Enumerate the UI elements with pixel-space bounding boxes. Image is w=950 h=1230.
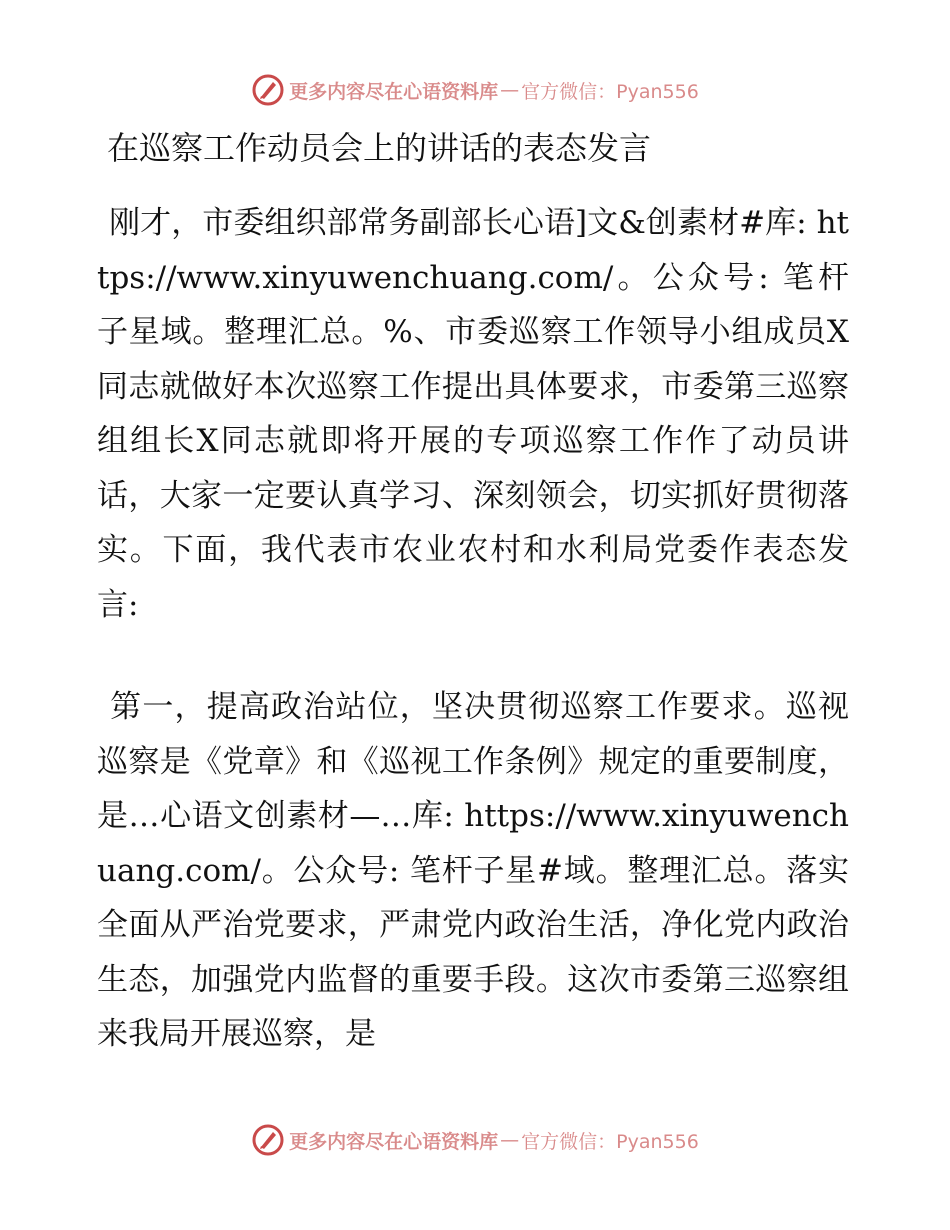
- footer-site-text: 更多内容尽在心语资料库: [289, 1130, 499, 1153]
- paragraph-2-text: 第一，提高政治站位，坚决贯彻巡察工作要求。巡视巡察是《党章》和《巡视工作条例》规定的重要制度，是…心语文创素材—…库: https://www.xinyuwenchuang.com/。公众号: 笔杆子星#域。整理汇总。落实全面从严治党要求，严肃党内政治生活，净化党内政治生态，加强党内监督的重要手段。这次市委第三巡察组来我局开展巡察，是: [97, 689, 849, 1052]
- paragraph-1: [97, 196, 849, 632]
- paragraph-1-text: 刚才，市委组织部常务副部长心语]文&创素材#库: https://www.xinyuwenchuang.com/。公众号: 笔杆子星域。整理汇总。%、市委巡察工作领导小组成员X同志就做好本次巡察工作提出具体要求，市委第三巡察组组长X同志就即将开展的专项巡察工作作了动员讲话，大家一定要认真学习、深刻领会，切实抓好贯彻落实。下面，我代表市农业农村和水利局党委作表态发言:: [97, 205, 849, 623]
- footer-banner: [0, 1120, 950, 1160]
- header-site-text: 更多内容尽在心语资料库: [289, 80, 499, 103]
- footer-separator: —: [500, 1129, 520, 1151]
- header-wechat-text: 官方微信：Pyan556: [521, 80, 699, 103]
- footer-wechat-text: 官方微信：Pyan556: [521, 1130, 699, 1153]
- paragraph-2: [97, 680, 849, 1062]
- header-separator: —: [500, 79, 520, 101]
- document-title: 在巡察工作动员会上的讲话的表态发言: [107, 129, 652, 167]
- header-banner: [0, 70, 950, 110]
- pen-seal-logo-icon: [251, 1123, 285, 1157]
- pen-seal-logo-icon: [251, 73, 285, 107]
